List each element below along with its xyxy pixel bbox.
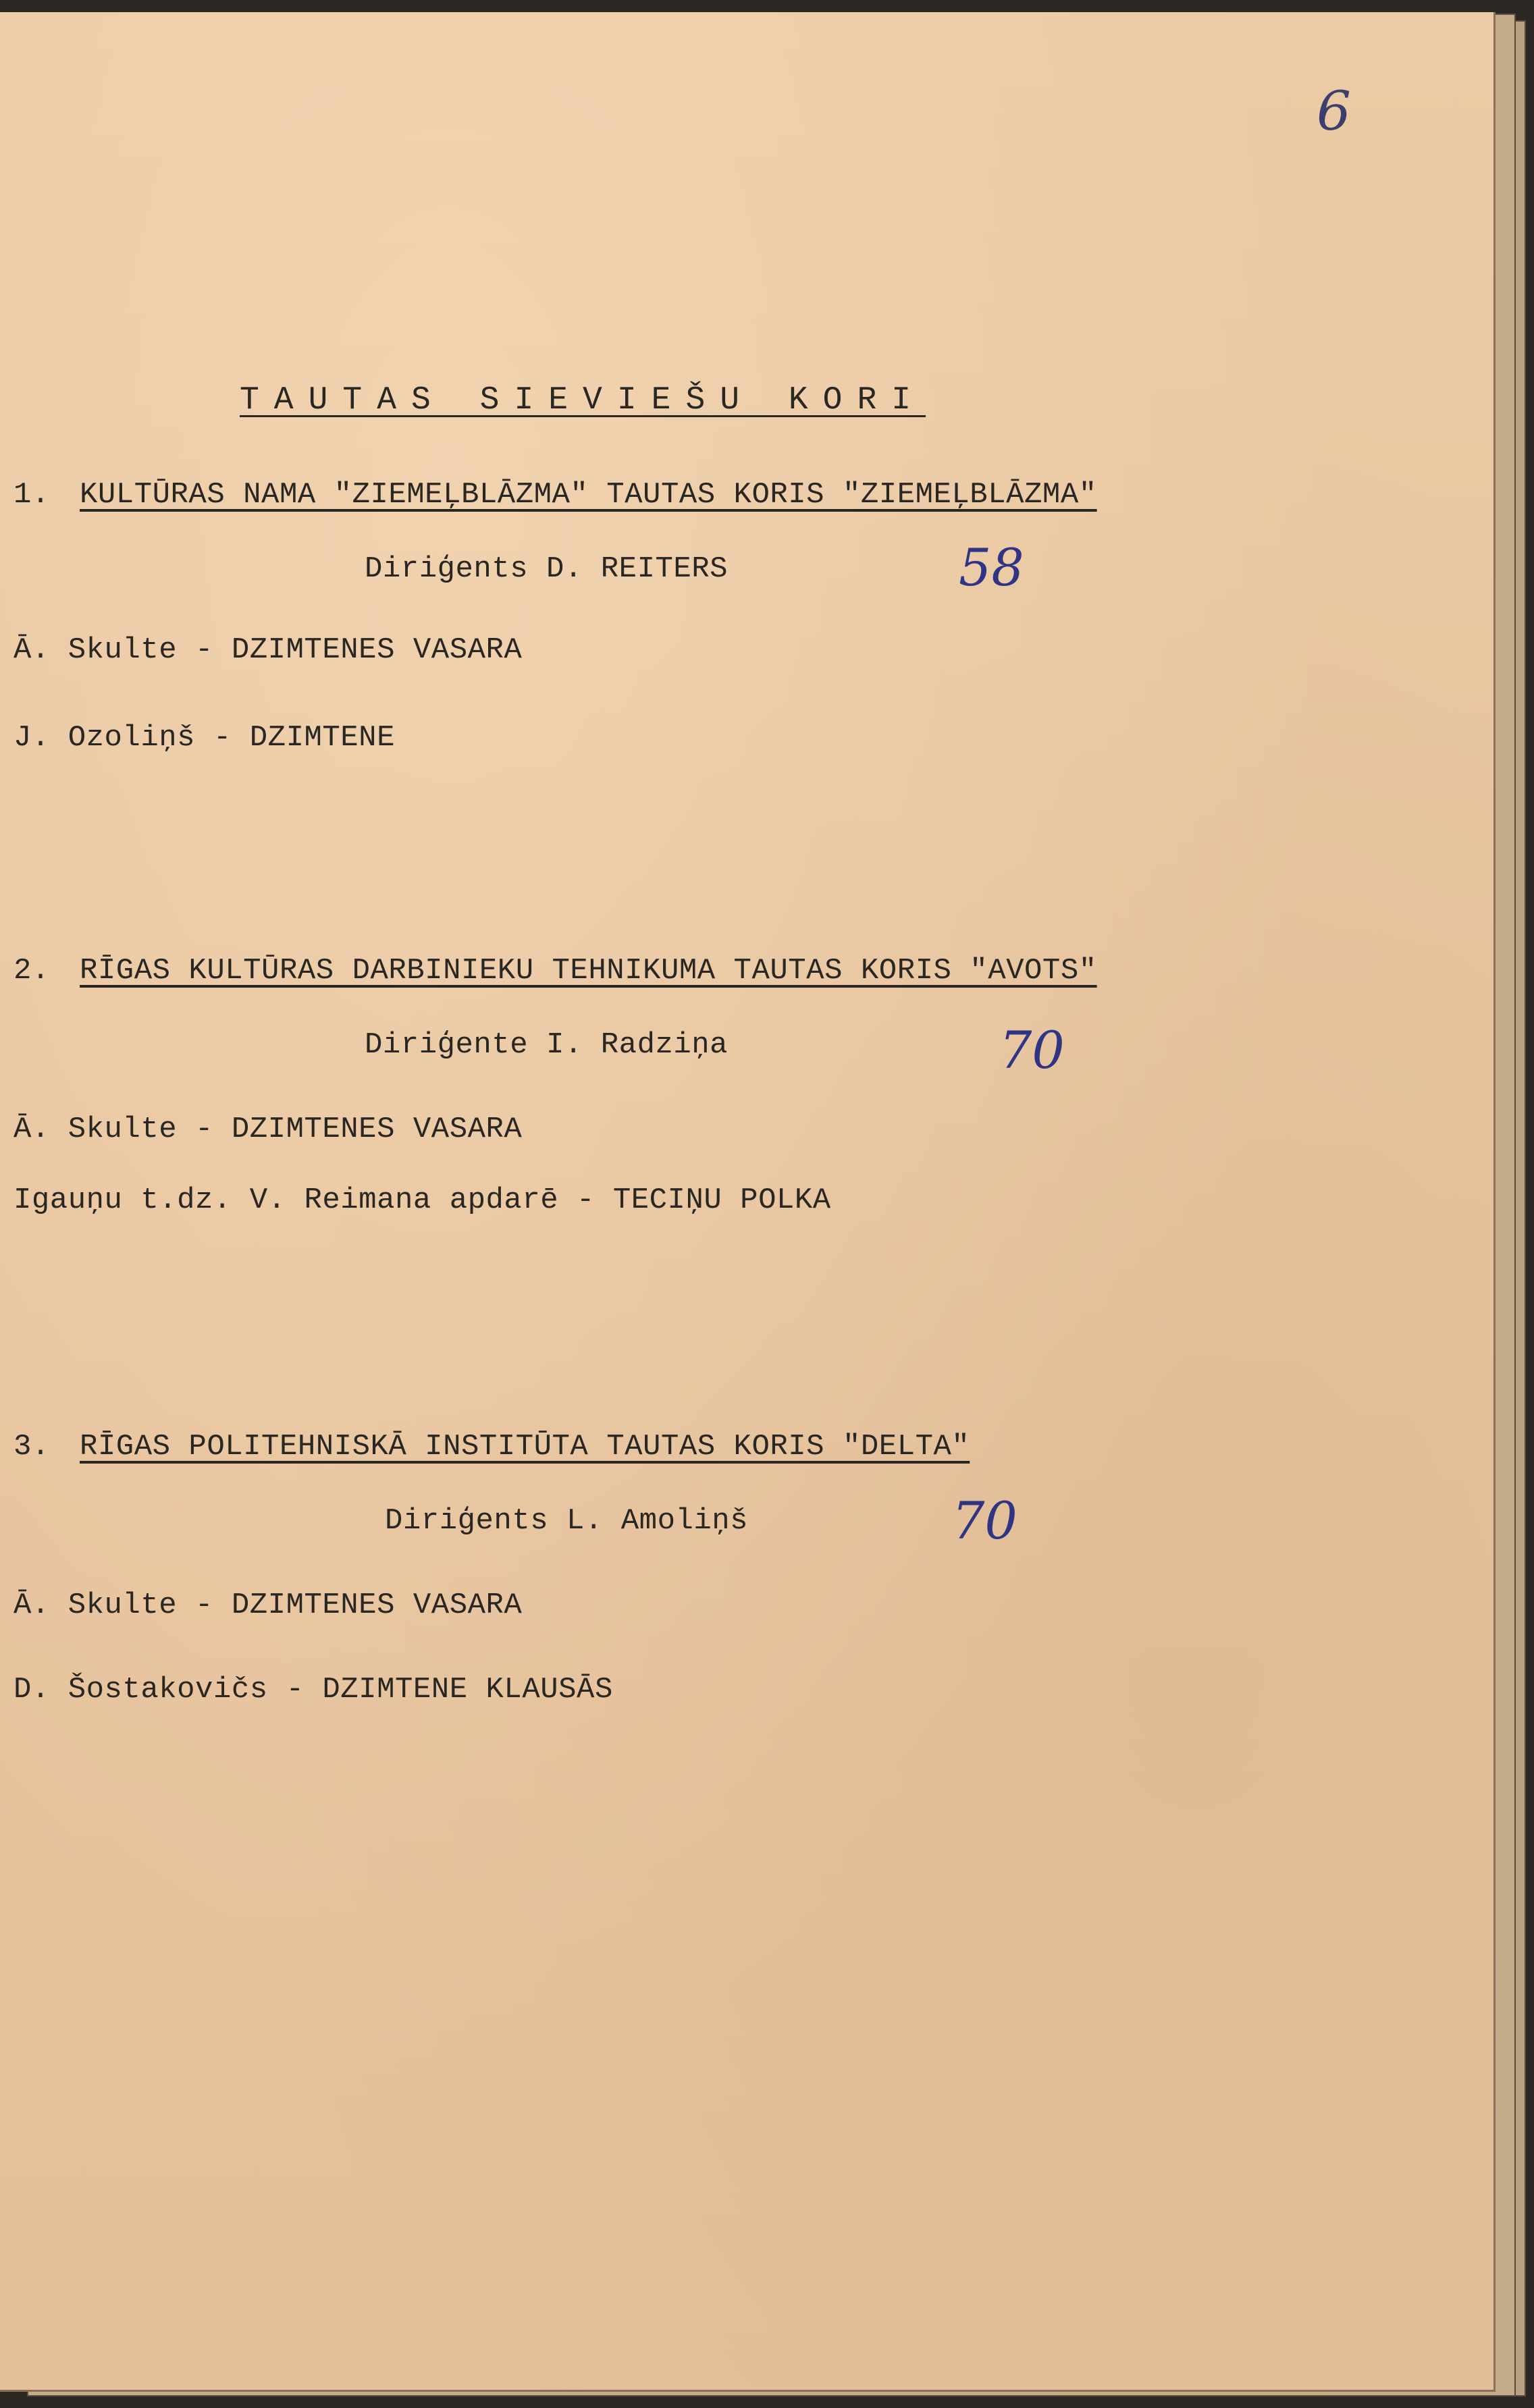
conductor-line: Diriģents D. REITERS: [365, 552, 729, 586]
document-page: [0, 12, 1496, 2392]
choir-number: 3.: [14, 1430, 50, 1464]
document-title: TAUTAS SIEVIEŠU KORI: [240, 382, 926, 419]
choir-name: RĪGAS KULTŪRAS DARBINIEKU TEHNIKUMA TAUTAS KORIS "AVOTS": [80, 954, 1097, 988]
choir-heading-3: [14, 1430, 970, 1464]
choir-number: 2.: [14, 954, 50, 988]
piece-line: Igauņu t.dz. V. Reimana apdarē - TECIŅU POLKA: [14, 1183, 831, 1217]
handwritten-score: 70: [999, 1020, 1065, 1080]
piece-line: Ā. Skulte - DZIMTENES VASARA: [14, 1113, 523, 1146]
handwritten-score: 70: [952, 1491, 1017, 1551]
choir-heading-2: [14, 954, 1097, 988]
choir-number: 1.: [14, 478, 50, 512]
piece-line: Ā. Skulte - DZIMTENES VASARA: [14, 633, 523, 667]
piece-line: D. Šostakovičs - DZIMTENE KLAUSĀS: [14, 1673, 613, 1707]
handwritten-score: 58: [959, 537, 1024, 597]
piece-line: J. Ozoliņš - DZIMTENE: [14, 721, 395, 755]
choir-name: RĪGAS POLITEHNISKĀ INSTITŪTA TAUTAS KORIS "DELTA": [80, 1430, 970, 1464]
conductor-line: Diriģente I. Radziņa: [365, 1028, 729, 1062]
handwritten-page-number: 6: [1317, 80, 1351, 142]
piece-line: Ā. Skulte - DZIMTENES VASARA: [14, 1588, 523, 1622]
choir-heading-1: [14, 478, 1097, 512]
conductor-line: Diriģents L. Amoliņš: [385, 1504, 749, 1538]
choir-name: KULTŪRAS NAMA "ZIEMEĻBLĀZMA" TAUTAS KORIS "ZIEMEĻBLĀZMA": [80, 478, 1097, 512]
